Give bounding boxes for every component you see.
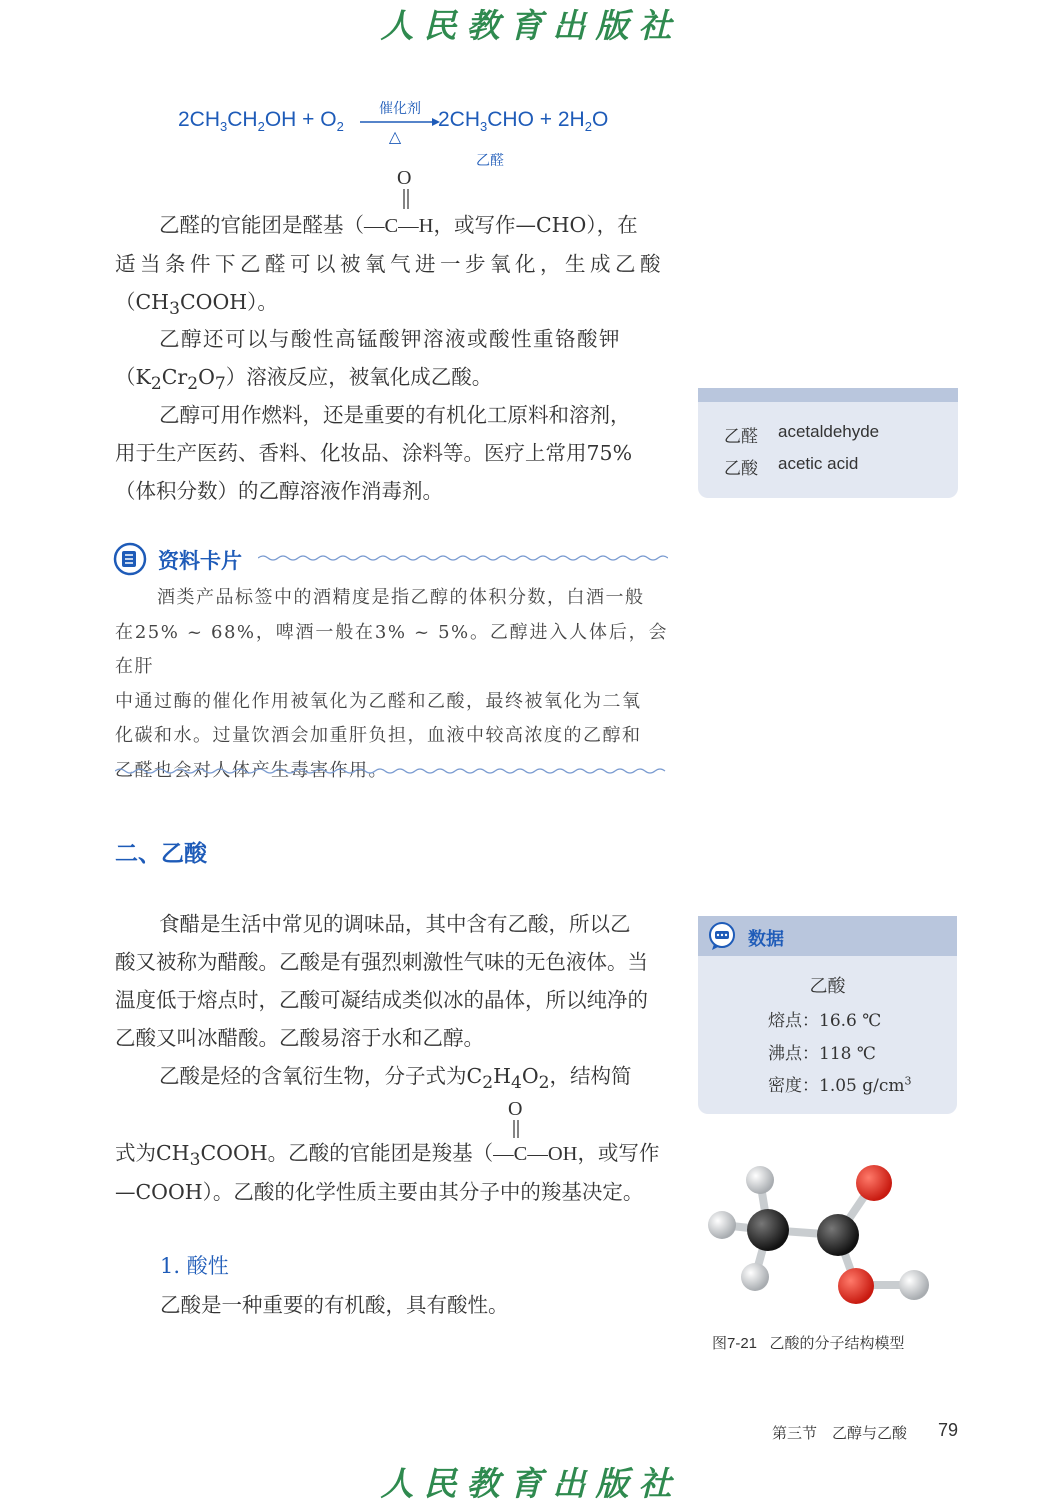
paragraph-vinegar: 食醋是生活中常见的调味品，其中含有乙酸，所以乙 酸又被称为醋酸。乙酸是有强烈刺激性气味的无色液体。当 温度低于熔点时，乙酸可凝结成类似冰的晶体，所以纯净的 乙酸又叫冰醋酸。乙酸易溶于水和乙醇。	[115, 912, 648, 1050]
info-card-line: 化碳和水。过量饮酒会加重肝负担，血液中较高浓度的乙醇和	[115, 725, 642, 746]
vocab-box-header	[698, 388, 958, 402]
equation-heat: △	[388, 127, 402, 146]
paragraph-formula-cont: 式为$CH_3COOH$。乙酸的官能团是羧基（—C—OH，或写作 —COOH）。乙酸的化学性质主要由其分子中的羧基决定。	[115, 1141, 660, 1204]
info-card-icon	[113, 541, 149, 577]
section-heading: 二、乙酸	[115, 840, 207, 866]
vocab-box	[698, 402, 958, 498]
page-number: 79	[938, 1420, 959, 1440]
vocab-en-1: acetaldehyde	[778, 422, 880, 441]
info-card-line: 乙醛也会对人体产生毒害作用。	[115, 759, 388, 781]
equation-reactants: $2CH_3CH_2OH + O_2$	[178, 108, 344, 135]
info-card-title: 资料卡片	[158, 550, 242, 573]
speech-bubble-icon	[708, 922, 738, 950]
carboxyl-group: —C—OH	[493, 1143, 578, 1165]
info-card-line: 酒类产品标签中的酒精度是指乙醇的体积分数，白酒一般	[157, 587, 645, 608]
publisher-logo-bottom: 人民教育出版社	[380, 1464, 682, 1503]
hydrogen-atom	[899, 1270, 929, 1300]
hydrogen-atom	[741, 1263, 769, 1291]
paragraph-aldehyde: 乙醛的官能团是醛基（—C—H，或写作—CHO），在 适当条件下乙醛可以被氧气进一步氧化，生成乙酸 $(CH_3COOH)$。	[115, 213, 665, 320]
publisher-logo-top: 人民教育出版社	[380, 6, 682, 45]
data-box-title: 数据	[748, 929, 784, 949]
vocab-cn-2: 乙酸	[724, 459, 758, 479]
info-card-line: 在25% ~ 68%，啤酒一般在3% ~ 5%。乙醇进入人体后，会在肝	[115, 621, 668, 677]
info-card-line: 中通过酶的催化作用被氧化为乙醛和乙酸，最终被氧化为二氧	[115, 690, 642, 712]
info-card-bottom-wave	[115, 766, 668, 776]
vocab-en-2: acetic acid	[778, 454, 859, 473]
data-melting-point: 熔点：16.6 ℃	[768, 1011, 882, 1031]
hydrogen-atom	[746, 1166, 774, 1194]
paragraph-uses: 乙醇可用作燃料，还是重要的有机化工原料和溶剂， 用于生产医药、香料、化妆品、涂料等。医疗上常用75% （体积分数）的乙醇溶液作消毒剂。	[115, 403, 633, 503]
paragraph-formula: 乙酸是烃的含氧衍生物，分子式为$C_2H_4O_2$，结构简	[159, 1064, 632, 1094]
paragraph-oxidation: 乙醇还可以与酸性高锰酸钾溶液或酸性重铬酸钾 $(K_2Cr_2O_7)$溶液反应，被氧化成乙酸。	[115, 327, 621, 395]
equation-catalyst: 催化剂	[379, 100, 421, 116]
subsection-heading: 1. 酸性	[160, 1254, 229, 1278]
oxygen-atom	[838, 1268, 874, 1304]
carboxyl-oxygen: O	[508, 1098, 523, 1120]
carbon-atom	[747, 1209, 789, 1251]
equation-product-name: 乙醛	[476, 152, 504, 168]
figure-number: 图7-21	[712, 1335, 758, 1352]
data-boiling-point: 沸点：118 ℃	[768, 1044, 876, 1064]
vocab-cn-1: 乙醛	[724, 427, 758, 447]
acetic-acid-molecule-model	[700, 1155, 940, 1315]
info-card-top-wave	[258, 553, 668, 563]
footer-section-title: 第三节 乙醇与乙酸	[772, 1425, 908, 1442]
oxygen-atom	[856, 1165, 892, 1201]
equation-products: $2CH_3CHO + 2H_2O$	[438, 108, 609, 135]
data-box	[698, 956, 957, 1114]
figure-title: 乙酸的分子结构模型	[769, 1335, 905, 1352]
paragraph-acidity: 乙酸是一种重要的有机酸，具有酸性。	[160, 1293, 509, 1317]
aldehyde-oxygen: O	[397, 167, 412, 189]
data-box-name: 乙酸	[809, 976, 846, 997]
data-density: 密度：1.05 $g/cm^3$	[768, 1074, 912, 1096]
figure-caption	[712, 1332, 905, 1353]
info-card-body	[115, 581, 668, 788]
aldehyde-group: —C—H	[364, 215, 434, 237]
carbon-atom	[817, 1214, 859, 1256]
hydrogen-atom	[708, 1211, 736, 1239]
